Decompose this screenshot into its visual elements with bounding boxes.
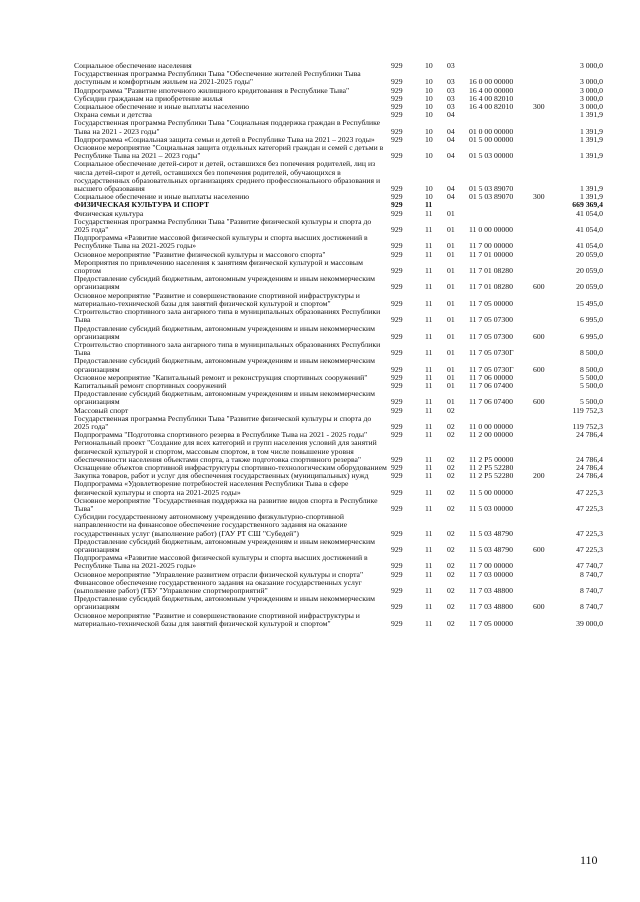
row-subsection-code: 01 (447, 298, 455, 308)
row-name: Предоставление субсидий бюджетным, автономным учреждениям и иным некоммерческим организациям (74, 274, 375, 292)
row-name: Субсидии гражданам на приобретение жилья (74, 93, 223, 103)
row-name: Социальное обеспечение населения (74, 61, 192, 70)
row-amount: 24 786,4 (576, 454, 603, 464)
row-name: Массовый спорт (74, 405, 129, 415)
row-target-article: 11 2 00 00000 (469, 430, 513, 440)
table-row (74, 480, 610, 496)
table-row (74, 497, 610, 513)
row-subsection-code: 02 (447, 487, 455, 497)
row-subsection-code: 03 (447, 61, 455, 70)
row-name: Охрана семьи и детства (74, 110, 152, 120)
row-amount: 1 391,9 (579, 151, 603, 161)
row-name: Предоставление субсидий бюджетным, автономным учреждениям и иным некоммерческим организациям (74, 389, 375, 407)
row-expense-type: 600 (533, 282, 545, 292)
row-subsection-code: 02 (447, 454, 455, 464)
row-target-article: 11 7 00 00000 (469, 561, 513, 571)
row-target-article: 11 2 Р5 00000 (469, 454, 514, 464)
table-row (74, 579, 610, 595)
row-expense-type: 300 (533, 192, 545, 202)
row-subsection-code: 03 (447, 77, 455, 87)
row-target-article: 11 7 01 08280 (469, 266, 513, 276)
row-expense-type: 600 (533, 331, 545, 341)
row-amount: 1 391,9 (579, 184, 603, 194)
row-target-article: 11 7 00 00000 (469, 241, 513, 251)
row-target-article: 11 7 03 00000 (469, 569, 513, 579)
row-name: Государственная программа Республики Тыва "Развитие физической культуры и спорта до 2025 года" (74, 413, 372, 431)
row-name: Основное мероприятие "Развитие и совершенствование спортивной инфраструктуры и материально-технической базы для занятий физической культурой и спортом" (74, 290, 360, 308)
row-section-code: 10 (425, 192, 433, 202)
row-amount: 47 225,3 (576, 503, 603, 513)
table-row (74, 341, 610, 357)
table-row (74, 234, 610, 250)
row-target-article: 11 7 01 08280 (469, 282, 513, 292)
row-ministry-code: 929 (391, 372, 403, 382)
row-section-code: 11 (425, 208, 433, 218)
row-expense-type: 300 (533, 102, 545, 112)
row-section-code: 10 (425, 61, 433, 70)
row-name: Физическая культура (74, 208, 144, 218)
row-ministry-code: 929 (391, 110, 403, 120)
row-amount: 8 500,0 (579, 364, 603, 374)
row-ministry-code: 929 (391, 569, 403, 579)
row-section-code: 11 (425, 544, 433, 554)
row-name: Финансовое обеспечение государственного задания на оказание государственных услуг (выполнение работ) (ГБУ "Управление спортмероприятий" (74, 577, 362, 595)
row-amount: 41 054,0 (576, 208, 603, 218)
table-row (74, 415, 610, 431)
row-ministry-code: 929 (391, 487, 403, 497)
table-row (74, 439, 610, 464)
row-target-article: 01 5 03 89070 (469, 184, 514, 194)
row-amount: 20 059,0 (576, 266, 603, 276)
row-name: Социальное обеспечение и иные выплаты населению (74, 192, 250, 202)
row-ministry-code: 929 (391, 462, 403, 472)
row-target-article: 11 7 03 48800 (469, 586, 513, 595)
row-amount: 24 786,4 (576, 471, 603, 481)
row-expense-type: 600 (533, 364, 545, 374)
table-row (74, 103, 610, 111)
table-row (74, 218, 610, 234)
row-ministry-code: 929 (391, 241, 403, 251)
row-name: Подпрограмма «Социальная защита семьи и детей в Республике Тыва на 2021 – 2023 годы» (74, 134, 375, 144)
row-section-code: 11 (425, 487, 433, 497)
row-amount: 1 391,9 (579, 110, 603, 120)
row-section-code: 11 (425, 454, 433, 464)
row-target-article: 11 5 03 48790 (469, 544, 513, 554)
row-section-code: 11 (425, 618, 433, 628)
row-target-article: 11 5 00 00000 (469, 487, 513, 497)
row-name: Социальное обеспечение и иные выплаты населению (74, 102, 250, 112)
row-amount: 24 786,4 (576, 430, 603, 440)
row-amount: 8 740,7 (579, 586, 603, 595)
row-ministry-code: 929 (391, 364, 403, 374)
row-target-article: 11 5 03 00000 (469, 503, 513, 513)
row-subsection-code: 01 (447, 380, 455, 390)
table-row (74, 513, 610, 538)
row-amount: 41 054,0 (576, 241, 603, 251)
row-subsection-code: 02 (447, 602, 455, 612)
row-target-article: 11 7 05 07300 (469, 315, 513, 325)
table-row (74, 144, 610, 160)
row-ministry-code: 929 (391, 602, 403, 612)
row-name: Социальное обеспечение детей-сирот и детей, оставшихся без попечения родителей, лиц из числа детей-сирот и детей, оставшихся без попечения родителей, обучающихся в государственных образовательных организациях среднего профессионального образования и высшего образования (74, 159, 381, 194)
row-name: Подпрограмма «Развитие массовой физической культуры и спорта высших достижений в Республике Тыва на 2021-2025 годы» (74, 233, 368, 251)
row-subsection-code: 01 (447, 241, 455, 251)
row-subsection-code: 02 (447, 462, 455, 472)
row-name: Субсидии государственному автономному учреждению физкультурно-спортивной направленности на финансовое обеспечение государственного задания на оказание государственных услуг (выполнение работ) (ГАУ РТ СШ "Субедей") (74, 512, 348, 538)
row-name: Основное мероприятие "Управление развитием отрасли физической культуры и спорта" (74, 569, 364, 579)
row-ministry-code: 929 (391, 200, 403, 210)
row-section-code: 11 (425, 421, 433, 431)
row-subsection-code: 04 (447, 184, 455, 194)
row-amount: 8 500,0 (579, 348, 603, 358)
row-section-code: 10 (425, 85, 433, 95)
row-subsection-code: 02 (447, 569, 455, 579)
row-section-code: 11 (425, 225, 433, 235)
row-target-article: 11 0 00 00000 (469, 225, 513, 235)
row-name: Основное мероприятие "Капитальный ремонт и реконструкция спортивных сооружений" (74, 372, 368, 382)
row-section-code: 11 (425, 249, 433, 259)
row-subsection-code: 02 (447, 503, 455, 513)
row-section-code: 10 (425, 110, 433, 120)
row-ministry-code: 929 (391, 134, 403, 144)
row-name: Предоставление субсидий бюджетным, автономным учреждениям и иным некоммерческим организациям (74, 536, 375, 554)
row-ministry-code: 929 (391, 315, 403, 325)
row-ministry-code: 929 (391, 184, 403, 194)
row-ministry-code: 929 (391, 348, 403, 358)
row-subsection-code: 01 (447, 249, 455, 259)
row-ministry-code: 929 (391, 192, 403, 202)
row-name: Государственная программа Республики Тыва "Обеспечение жителей Республики Тыва доступным и комфортным жильем на 2021-2025 годы" (74, 69, 361, 87)
row-section-code: 11 (425, 602, 433, 612)
row-section-code: 11 (425, 282, 433, 292)
row-ministry-code: 929 (391, 102, 403, 112)
table-row (74, 119, 610, 135)
row-subsection-code: 02 (447, 561, 455, 571)
row-amount: 1 391,9 (579, 192, 603, 202)
row-target-article: 11 7 06 07400 (469, 380, 513, 390)
row-section-code: 11 (425, 462, 433, 472)
row-subsection-code: 04 (447, 134, 455, 144)
row-subsection-code: 01 (447, 282, 455, 292)
row-name: Строительство спортивного зала ангарного типа в муниципальных образованиях Республики Тыва (74, 307, 381, 325)
row-section-code: 10 (425, 151, 433, 161)
table-row (74, 538, 610, 554)
row-ministry-code: 929 (391, 85, 403, 95)
row-subsection-code: 03 (447, 102, 455, 112)
row-name: Закупка товаров, работ и услуг для обеспечения государственных (муниципальных) нужд (74, 471, 369, 481)
row-section-code: 11 (425, 200, 433, 210)
row-target-article: 11 5 03 48790 (469, 528, 513, 538)
row-expense-type: 600 (533, 602, 545, 612)
row-ministry-code: 929 (391, 93, 403, 103)
row-ministry-code: 929 (391, 225, 403, 235)
row-name: Строительство спортивного зала ангарного типа в муниципальных образованиях Республики Тыва (74, 339, 381, 358)
row-expense-type: 200 (533, 471, 545, 481)
row-expense-type: 600 (533, 397, 545, 407)
budget-table (74, 62, 610, 628)
row-subsection-code: 04 (447, 192, 455, 202)
row-ministry-code: 929 (391, 298, 403, 308)
row-target-article: 11 7 05 07300 (469, 331, 513, 341)
row-subsection-code: 01 (447, 397, 455, 407)
row-target-article: 11 7 05 00000 (469, 298, 513, 308)
row-ministry-code: 929 (391, 208, 403, 218)
row-target-article: 11 2 Р5 52280 (469, 471, 514, 481)
row-subsection-code: 01 (447, 348, 455, 358)
row-subsection-code: 03 (447, 93, 455, 103)
row-section-code: 11 (425, 397, 433, 407)
row-ministry-code: 929 (391, 331, 403, 341)
table-row (74, 357, 610, 373)
row-target-article: 11 7 05 0730Г (469, 348, 514, 358)
row-section-code: 11 (425, 528, 433, 538)
row-subsection-code: 02 (447, 471, 455, 481)
row-ministry-code: 929 (391, 430, 403, 440)
row-ministry-code: 929 (391, 454, 403, 464)
row-amount: 6 995,0 (579, 315, 603, 325)
row-subsection-code: 02 (447, 421, 455, 431)
row-ministry-code: 929 (391, 151, 403, 161)
row-ministry-code: 929 (391, 618, 403, 628)
row-amount: 5 500,0 (579, 372, 603, 382)
row-amount: 1 391,9 (579, 126, 603, 136)
row-section-code: 11 (425, 569, 433, 579)
row-section-code: 10 (425, 93, 433, 103)
row-subsection-code: 01 (447, 266, 455, 276)
row-amount: 3 000,0 (579, 102, 603, 112)
row-amount: 1 391,9 (579, 134, 603, 144)
row-ministry-code: 929 (391, 471, 403, 481)
row-ministry-code: 929 (391, 61, 403, 70)
row-subsection-code: 02 (447, 528, 455, 538)
row-section-code: 11 (425, 503, 433, 513)
row-target-article: 01 5 03 89070 (469, 192, 514, 202)
row-section-code: 10 (425, 77, 433, 87)
table-row (74, 612, 610, 628)
row-name: Основное мероприятие "Государственная поддержка на развитие видов спорта в Республике Тыва" (74, 495, 378, 513)
row-section-code: 11 (425, 364, 433, 374)
table-row (74, 160, 610, 193)
row-amount: 47 740,7 (576, 561, 603, 571)
row-section-code: 11 (425, 586, 433, 595)
row-ministry-code: 929 (391, 561, 403, 571)
row-section-code: 11 (425, 241, 433, 251)
row-name: Подпрограмма «Удовлетворение потребностей населения Республики Тыва в сфере физической культуры и спорта на 2021-2025 годы» (74, 479, 349, 497)
row-section-code: 11 (425, 298, 433, 308)
row-subsection-code: 04 (447, 126, 455, 136)
row-section-code: 11 (425, 380, 433, 390)
row-section-code: 11 (425, 471, 433, 481)
row-name: Предоставление субсидий бюджетным, автономным учреждениям и иным некоммерческим организациям (74, 323, 375, 341)
row-amount: 20 059,0 (576, 249, 603, 259)
row-target-article: 01 5 03 00000 (469, 151, 514, 161)
row-amount: 39 000,0 (576, 618, 603, 628)
table-row (74, 292, 610, 308)
row-ministry-code: 929 (391, 282, 403, 292)
row-section-code: 10 (425, 102, 433, 112)
row-amount: 15 495,0 (576, 298, 603, 308)
row-amount: 47 225,3 (576, 528, 603, 538)
row-amount: 8 740,7 (579, 602, 603, 612)
table-row (74, 275, 610, 291)
row-expense-type: 600 (533, 544, 545, 554)
page-number: 110 (580, 853, 598, 867)
row-subsection-code: 04 (447, 151, 455, 161)
row-section-code: 10 (425, 184, 433, 194)
row-amount: 41 054,0 (576, 225, 603, 235)
row-target-article: 16 4 00 82010 (469, 93, 514, 103)
row-target-article: 11 7 06 00000 (469, 372, 513, 382)
row-amount: 20 059,0 (576, 282, 603, 292)
table-row (74, 595, 610, 611)
table-row (74, 201, 610, 209)
row-target-article: 11 2 Р5 52280 (469, 462, 514, 472)
row-ministry-code: 929 (391, 126, 403, 136)
row-name: Капитальный ремонт спортивных сооружений (74, 380, 227, 390)
row-subsection-code: 02 (447, 430, 455, 440)
row-section-code: 11 (425, 331, 433, 341)
row-subsection-code: 01 (447, 331, 455, 341)
row-amount: 3 000,0 (579, 77, 603, 87)
row-ministry-code: 929 (391, 380, 403, 390)
row-amount: 6 995,0 (579, 331, 603, 341)
row-name: Основное мероприятие "Социальная защита отдельных категорий граждан и семей с детьми в Республике Тыва на 2021 – 2023 годы" (74, 143, 384, 161)
row-name: Подпрограмма "Подготовка спортивного резерва в Республике Тыва на 2021 - 2025 годы" (74, 430, 368, 440)
row-name: Подпрограмма "Развитие ипотечного жилищного кредитования в Республике Тыва" (74, 85, 350, 95)
row-subsection-code: 01 (447, 364, 455, 374)
table-row (74, 308, 610, 324)
row-amount: 119 752,3 (572, 421, 603, 431)
row-ministry-code: 929 (391, 397, 403, 407)
row-target-article: 11 7 05 0730Г (469, 364, 514, 374)
row-amount: 8 740,7 (579, 569, 603, 579)
row-section-code: 10 (425, 134, 433, 144)
row-ministry-code: 929 (391, 249, 403, 259)
row-section-code: 11 (425, 561, 433, 571)
row-target-article: 16 4 00 82010 (469, 102, 514, 112)
row-amount: 669 369,4 (572, 200, 603, 210)
row-target-article: 16 0 00 00000 (469, 77, 514, 87)
row-target-article: 11 7 06 07400 (469, 397, 513, 407)
row-target-article: 01 0 00 00000 (469, 126, 514, 136)
row-amount: 119 752,3 (572, 405, 603, 415)
row-name: Основное мероприятие "Развитие и совершенствование спортивной инфраструктуры и материально-технической базы для занятий физической культурой и спортом" (74, 610, 360, 628)
row-target-article: 11 7 05 00000 (469, 618, 513, 628)
row-subsection-code: 01 (447, 372, 455, 382)
row-subsection-code: 02 (447, 405, 455, 415)
row-ministry-code: 929 (391, 544, 403, 554)
row-name: Мероприятия по привлечению населения к занятиям физической культурой и массовым спортом (74, 257, 363, 276)
row-ministry-code: 929 (391, 405, 403, 415)
row-subsection-code: 02 (447, 586, 455, 595)
row-ministry-code: 929 (391, 421, 403, 431)
row-target-article: 16 4 00 00000 (469, 85, 514, 95)
row-ministry-code: 929 (391, 528, 403, 538)
row-ministry-code: 929 (391, 77, 403, 87)
row-name: Оснащение объектов спортивной инфраструктуры спортивно-технологическим оборудованием (74, 462, 387, 472)
row-name: Региональный проект "Создание для всех категорий и групп населения условий для занятий физической культурой и спортом, массовым спортом, в том числе повышение уровня обеспеченности населения объектами спорта, а также подготовка спортивного резерва" (74, 438, 377, 464)
row-amount: 3 000,0 (579, 93, 603, 103)
row-target-article: 01 5 00 00000 (469, 134, 514, 144)
table-row (74, 390, 610, 406)
row-amount: 24 786,4 (576, 462, 603, 472)
row-section-code: 11 (425, 315, 433, 325)
row-ministry-code: 929 (391, 586, 403, 595)
row-amount: 3 000,0 (579, 61, 603, 70)
row-target-article: 11 7 01 00000 (469, 249, 513, 259)
row-section-code: 10 (425, 126, 433, 136)
row-section-code: 11 (425, 348, 433, 358)
row-section-code: 11 (425, 372, 433, 382)
row-amount: 47 225,3 (576, 544, 603, 554)
table-row (74, 70, 610, 86)
row-name: Государственная программа Республики Тыва "Развитие физической культуры и спорта до 2025 года" (74, 216, 372, 235)
row-name: Предоставление субсидий бюджетным, автономным учреждениям и иным некоммерческим организациям (74, 594, 375, 612)
row-section-code: 11 (425, 405, 433, 415)
row-name: Подпрограмма «Развитие массовой физической культуры и спорта высших достижений в Республике Тыва на 2021-2025 годы» (74, 553, 368, 571)
row-subsection-code: 04 (447, 110, 455, 120)
row-subsection-code: 02 (447, 544, 455, 554)
row-target-article: 11 0 00 00000 (469, 421, 513, 431)
row-target-article: 11 7 03 48800 (469, 602, 513, 612)
row-subsection-code: 03 (447, 85, 455, 95)
row-amount: 5 500,0 (579, 397, 603, 407)
row-name: Государственная программа Республики Тыва "Социальная поддержка граждан в Республике Тыва на 2021 - 2023 годы" (74, 118, 381, 136)
row-amount: 5 500,0 (579, 380, 603, 390)
row-section-code: 11 (425, 266, 433, 276)
row-subsection-code: 02 (447, 618, 455, 628)
row-name: Основное мероприятие "Развитие физической культуры и массового спорта" (74, 249, 326, 259)
row-ministry-code: 929 (391, 266, 403, 276)
table-row (74, 554, 610, 570)
row-name: Предоставление субсидий бюджетным, автономным учреждениям и иным некоммерческим организациям (74, 356, 375, 374)
table-row (74, 259, 610, 275)
row-ministry-code: 929 (391, 503, 403, 513)
table-row (74, 325, 610, 341)
row-name: ФИЗИЧЕСКАЯ КУЛЬТУРА И СПОРТ (74, 200, 210, 210)
row-subsection-code: 01 (447, 225, 455, 235)
row-amount: 3 000,0 (579, 85, 603, 95)
row-subsection-code: 01 (447, 315, 455, 325)
row-section-code: 11 (425, 430, 433, 440)
row-amount: 47 225,3 (576, 487, 603, 497)
row-subsection-code: 01 (447, 208, 455, 218)
